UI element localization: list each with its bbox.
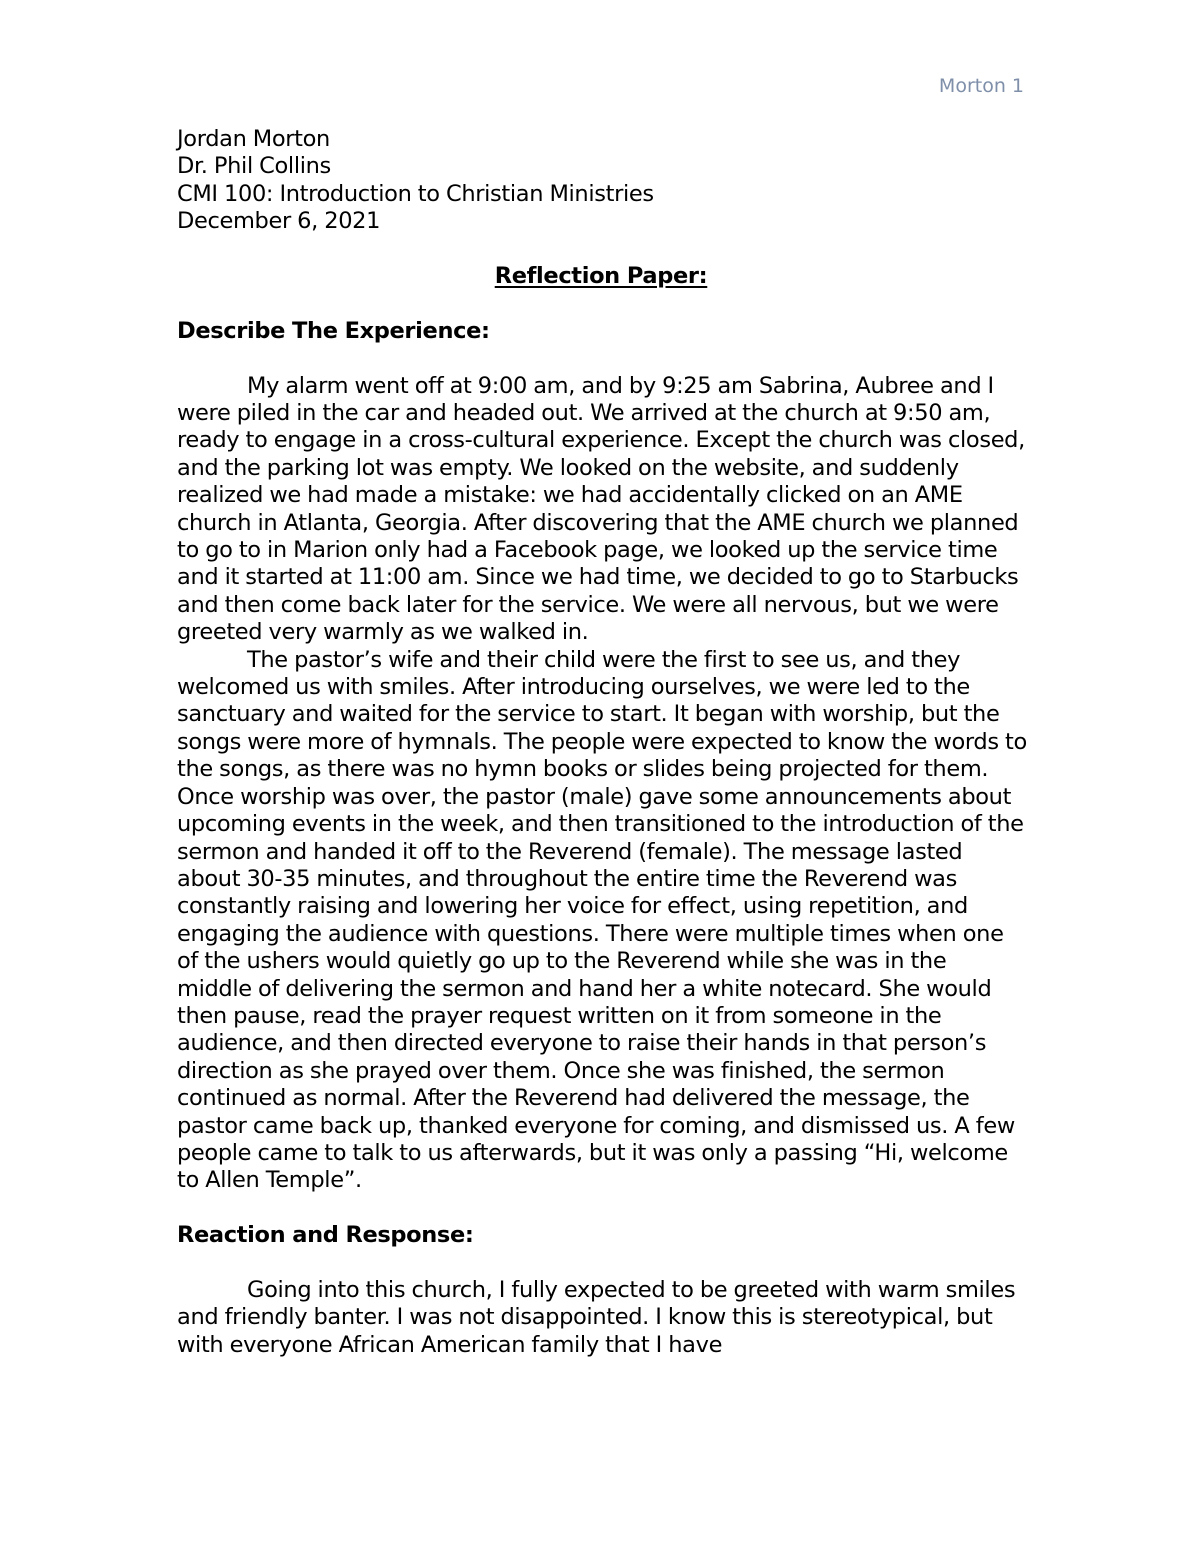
body-paragraph: My alarm went off at 9:00 am, and by 9:25 am Sabrina, Aubree and I were piled in the car and headed out. We arrived at the church at 9:50 am, ready to engage in a cross-cultural experience. Except the church was closed, and the parking lot was empty. We looked on the website, and suddenly realized we had made a mistake: we had accidentally clicked on an AME church in Atlanta, Georgia. After discovering that the AME church we planned to go to in Marion only had a Facebook page, we looked up the service time and it started at 11:00 am. Since we had time, we decided to go to Starbucks and then come back later for the service. We were all nervous, but we were greeted very warmly as we walked in. bbox=[177, 372, 1025, 646]
document-body bbox=[177, 126, 1027, 1359]
course-name: CMI 100: Introduction to Christian Ministries bbox=[177, 180, 654, 207]
instructor-name: Dr. Phil Collins bbox=[177, 153, 331, 180]
author-name: Jordan Morton bbox=[177, 126, 330, 152]
paper-title: Reflection Paper: bbox=[494, 263, 708, 290]
reaction-paragraphs bbox=[177, 1277, 1027, 1359]
heading-block bbox=[177, 126, 1027, 236]
experience-paragraphs bbox=[177, 373, 1027, 1195]
body-paragraph: Going into this church, I fully expected to be greeted with warm smiles and friendly banter. I was not disappointed. I know this is stereotypical, but with everyone African American family that I have bbox=[177, 1276, 1016, 1358]
section-heading-reaction: Reaction and Response: bbox=[177, 1222, 474, 1249]
body-paragraph: The pastor’s wife and their child were the first to see us, and they welcomed us with smiles. After introducing ourselves, we were led to the sanctuary and waited for the service to start. It began with worship, but the songs were more of hymnals. The people were expected to know the words to the songs, as there was no hymn books or slides being projected for them. Once worship was over, the pastor (male) gave some announcements about upcoming events in the week, and then transitioned to the introduction of the sermon and handed it off to the Reverend (female). The message lasted about 30-35 minutes, and throughout the entire time the Reverend was constantly raising and lowering her voice for effect, using repetition, and engaging the audience with questions. There were multiple times when one of the ushers would quietly go up to the Reverend while she was in the middle of delivering the sermon and hand her a white notecard. She would then pause, read the prayer request written on it from someone in the audience, and then directed everyone to raise their hands in that person’s direction as she prayed over them. Once she was finished, the sermon continued as normal. After the Reverend had delivered the message, the pastor came back up, thanked everyone for coming, and dismissed us. A few people came to talk to us afterwards, but it was only a passing “Hi, welcome to Allen Temple”. bbox=[177, 646, 1027, 1194]
running-header: Morton 1 bbox=[938, 75, 1024, 97]
section-heading-experience: Describe The Experience: bbox=[177, 317, 490, 344]
paper-date: December 6, 2021 bbox=[177, 208, 381, 235]
